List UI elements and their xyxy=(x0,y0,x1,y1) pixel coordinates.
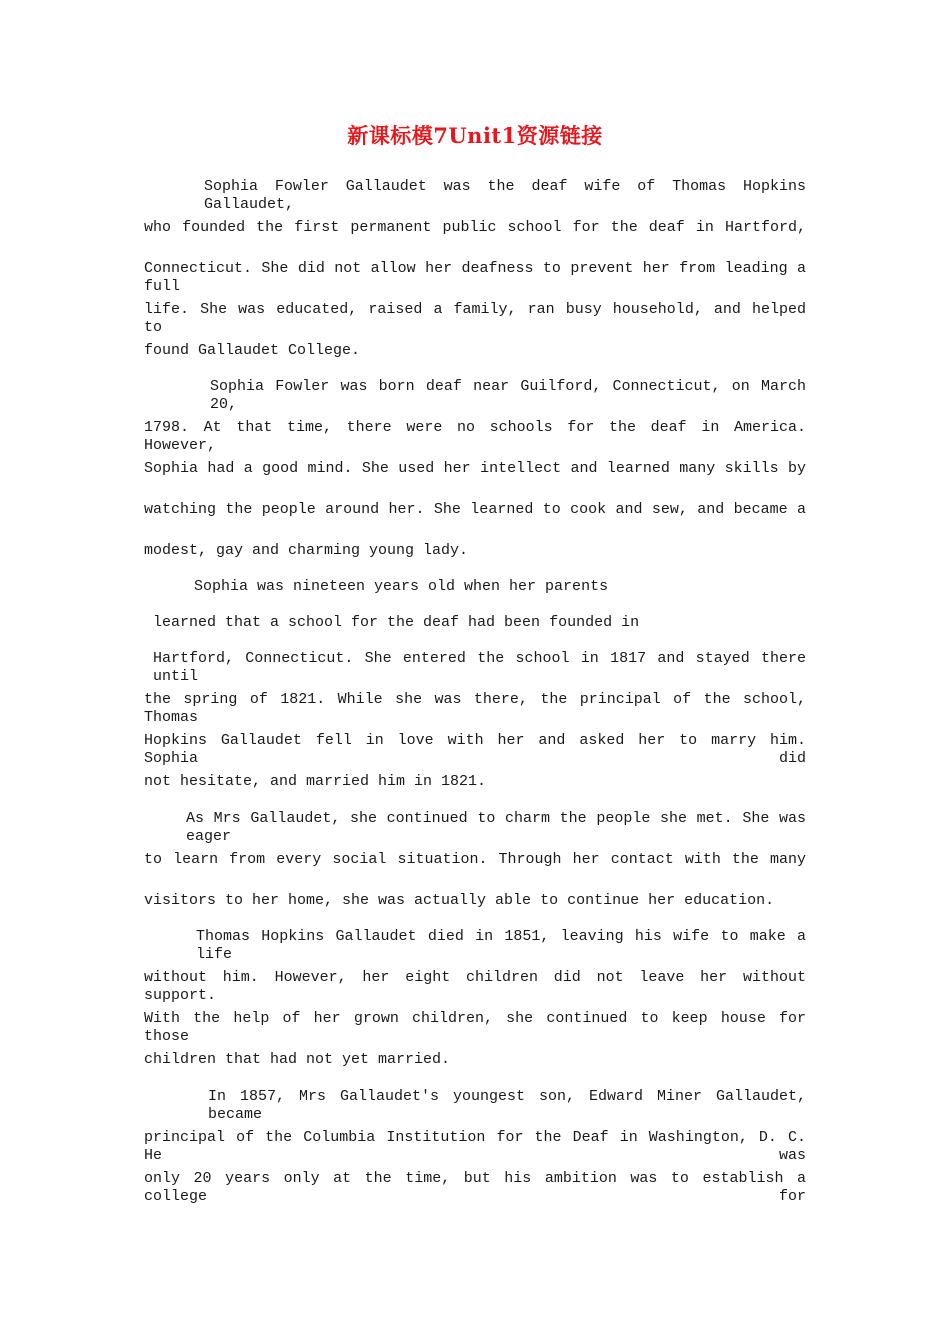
text-line: the spring of 1821. While she was there, the principal of the school, Thomas xyxy=(144,691,806,726)
text-line: With the help of her grown children, she continued to keep house for those xyxy=(144,1010,806,1045)
text-line: Sophia Fowler was born deaf near Guilford, Connecticut, on March 20, xyxy=(210,378,806,413)
text-line: Sophia was nineteen years old when her parents xyxy=(194,578,609,595)
text-line: visitors to her home, she was actually able to continue her education. xyxy=(144,892,775,909)
text-line: learned that a school for the deaf had been founded in xyxy=(153,614,640,631)
text-line: children that had not yet married. xyxy=(144,1051,451,1068)
text-line: Hartford, Connecticut. She entered the school in 1817 and stayed there until xyxy=(153,650,806,685)
text-line: watching the people around her. She learned to cook and sew, and became a xyxy=(144,501,806,518)
text-line: principal of the Columbia Institution for the Deaf in Washington, D. C. He was xyxy=(144,1129,806,1164)
text-line: Sophia Fowler Gallaudet was the deaf wife of Thomas Hopkins Gallaudet, xyxy=(204,178,806,213)
text-line: Thomas Hopkins Gallaudet died in 1851, leaving his wife to make a life xyxy=(196,928,806,963)
text-line: Connecticut. She did not allow her deafness to prevent her from leading a full xyxy=(144,260,806,295)
text-line: to learn from every social situation. Through her contact with the many xyxy=(144,851,806,868)
document-title: 新课标模7Unit1资源链接 xyxy=(347,123,603,148)
text-line: found Gallaudet College. xyxy=(144,342,361,359)
text-line: As Mrs Gallaudet, she continued to charm the people she met. She was eager xyxy=(186,810,806,845)
text-line: only 20 years only at the time, but his ambition was to establish a college for xyxy=(144,1170,806,1205)
text-line: who founded the first permanent public school for the deaf in Hartford, xyxy=(144,219,806,236)
text-line: In 1857, Mrs Gallaudet's youngest son, Edward Miner Gallaudet, became xyxy=(208,1088,806,1123)
text-line: without him. However, her eight children did not leave her without support. xyxy=(144,969,806,1004)
text-line: Sophia had a good mind. She used her intellect and learned many skills by xyxy=(144,460,806,477)
text-line: 1798. At that time, there were no schools for the deaf in America. However, xyxy=(144,419,806,454)
text-line: not hesitate, and married him in 1821. xyxy=(144,773,487,790)
text-line: life. She was educated, raised a family, ran busy household, and helped to xyxy=(144,301,806,336)
text-line: Hopkins Gallaudet fell in love with her and asked her to marry him. Sophia did xyxy=(144,732,806,767)
text-line: modest, gay and charming young lady. xyxy=(144,542,469,559)
